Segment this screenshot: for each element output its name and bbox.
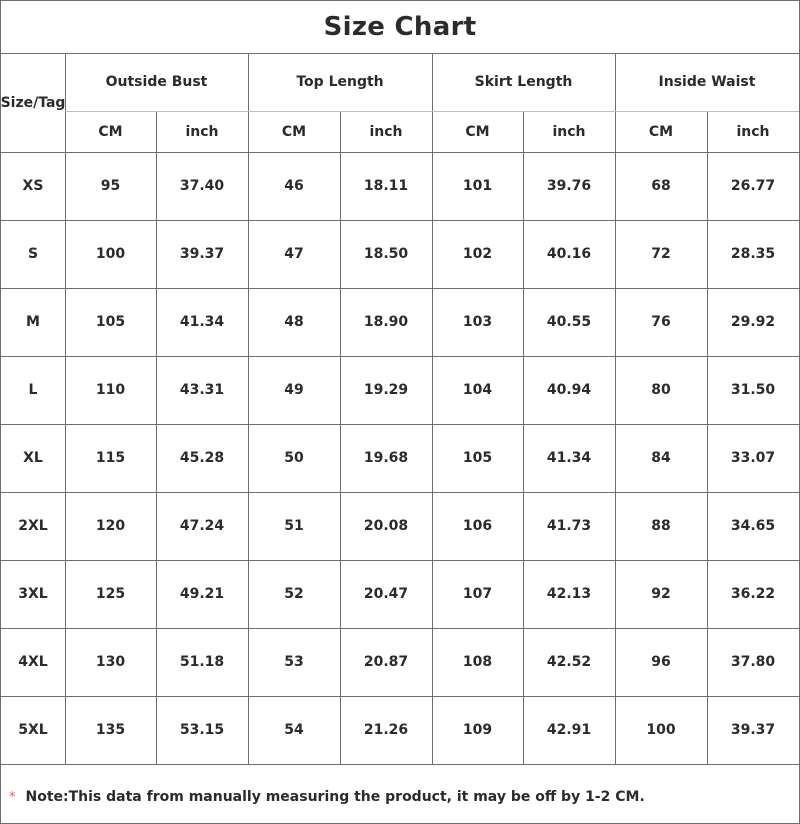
table-cell: 20.87 xyxy=(363,654,409,670)
table-cell: 48 xyxy=(284,314,304,330)
row-size-label: L xyxy=(28,382,38,398)
row-size-label: S xyxy=(27,246,39,262)
table-cell: 28.35 xyxy=(730,246,776,262)
table-cell: 72 xyxy=(651,246,671,262)
row-size-label: 5XL xyxy=(18,722,48,738)
grid-hline xyxy=(1,288,799,289)
grid-hline xyxy=(1,696,799,697)
table-cell: 40.94 xyxy=(546,382,592,398)
grid-hline xyxy=(1,628,799,629)
table-cell: 19.68 xyxy=(363,450,409,466)
table-cell: 26.77 xyxy=(730,178,776,194)
grid-vline xyxy=(432,53,433,764)
table-cell: 100 xyxy=(646,722,676,738)
grid-hline xyxy=(1,152,799,153)
table-cell: 102 xyxy=(462,246,493,262)
table-cell: 19.29 xyxy=(363,382,409,398)
table-cell: 41.34 xyxy=(179,314,225,330)
table-cell: 39.37 xyxy=(179,246,225,262)
table-cell: 109 xyxy=(462,722,493,738)
table-cell: 80 xyxy=(651,382,671,398)
row-size-label: 3XL xyxy=(18,586,48,602)
table-cell: 42.13 xyxy=(546,586,592,602)
table-cell: 51 xyxy=(284,518,304,534)
table-cell: 120 xyxy=(95,518,126,534)
table-cell: 51.18 xyxy=(179,654,225,670)
table-cell: 21.26 xyxy=(363,722,409,738)
table-cell: 95 xyxy=(100,178,121,194)
grid-vline xyxy=(707,111,708,764)
grid-hline xyxy=(1,220,799,221)
table-cell: 53.15 xyxy=(179,722,225,738)
note-text: Note:This data from manually measuring the product, it may be off by 1-2 CM. xyxy=(25,789,645,805)
table-cell: 43.31 xyxy=(179,382,225,398)
table-cell: 20.47 xyxy=(363,586,409,602)
table-cell: 92 xyxy=(651,586,671,602)
table-cell: 49 xyxy=(284,382,304,398)
table-cell: 105 xyxy=(462,450,493,466)
table-cell: 108 xyxy=(462,654,493,670)
grid-hline xyxy=(65,111,799,112)
grid-vline xyxy=(65,53,66,764)
table-cell: 36.22 xyxy=(730,586,776,602)
grid-vline xyxy=(156,111,157,764)
table-cell: 130 xyxy=(95,654,126,670)
grid-hline xyxy=(1,560,799,561)
row-size-label: XL xyxy=(23,450,43,466)
row-size-label: M xyxy=(26,314,40,330)
table-cell: 76 xyxy=(651,314,671,330)
grid-hline xyxy=(1,424,799,425)
table-cell: 34.65 xyxy=(730,518,776,534)
table-cell: 107 xyxy=(462,586,493,602)
size-tag-header: Size/Tag xyxy=(0,94,66,111)
table-cell: 52 xyxy=(284,586,304,602)
grid-vline xyxy=(615,53,616,764)
table-cell: 105 xyxy=(95,314,126,330)
unit-header: CM xyxy=(648,123,674,140)
table-cell: 42.52 xyxy=(546,654,592,670)
table-cell: 106 xyxy=(462,518,493,534)
table-cell: 18.11 xyxy=(363,178,409,194)
table-cell: 40.55 xyxy=(546,314,592,330)
table-cell: 47 xyxy=(284,246,304,262)
table-cell: 88 xyxy=(651,518,671,534)
table-cell: 49.21 xyxy=(179,586,225,602)
table-cell: 39.76 xyxy=(546,178,592,194)
table-cell: 33.07 xyxy=(730,450,776,466)
table-cell: 135 xyxy=(95,722,126,738)
grid-hline xyxy=(1,764,799,765)
grid-vline xyxy=(523,111,524,764)
group-header: Top Length xyxy=(296,74,384,90)
table-cell: 68 xyxy=(651,178,671,194)
unit-header: inch xyxy=(185,123,219,140)
table-cell: 47.24 xyxy=(179,518,225,534)
table-cell: 40.16 xyxy=(546,246,592,262)
unit-header: CM xyxy=(98,123,123,140)
grid-vline xyxy=(340,111,341,764)
table-cell: 41.34 xyxy=(546,450,592,466)
table-cell: 104 xyxy=(462,382,493,398)
group-header: Inside Waist xyxy=(658,74,756,90)
row-size-label: 4XL xyxy=(18,654,48,670)
table-cell: 46 xyxy=(284,178,304,194)
table-cell: 31.50 xyxy=(730,382,776,398)
table-cell: 53 xyxy=(284,654,304,670)
table-cell: 45.28 xyxy=(179,450,225,466)
unit-header: inch xyxy=(552,123,586,140)
unit-header: inch xyxy=(369,123,403,140)
note-asterisk: * xyxy=(9,789,16,805)
unit-header: CM xyxy=(465,123,490,140)
table-cell: 103 xyxy=(462,314,493,330)
grid-hline xyxy=(1,356,799,357)
table-cell: 42.91 xyxy=(546,722,592,738)
table-cell: 18.90 xyxy=(363,314,409,330)
table-cell: 37.80 xyxy=(730,654,776,670)
table-cell: 18.50 xyxy=(363,246,409,262)
table-cell: 96 xyxy=(651,654,671,670)
table-cell: 37.40 xyxy=(179,178,225,194)
chart-title: Size Chart xyxy=(1,1,799,54)
row-size-label: 2XL xyxy=(18,518,48,534)
unit-header: inch xyxy=(736,123,770,140)
table-cell: 110 xyxy=(95,382,126,398)
row-size-label: XS xyxy=(22,178,44,194)
table-cell: 41.73 xyxy=(546,518,592,534)
table-cell: 100 xyxy=(95,246,126,262)
table-cell: 115 xyxy=(95,450,126,466)
table-cell: 20.08 xyxy=(363,518,409,534)
grid-vline xyxy=(248,53,249,764)
unit-header: CM xyxy=(281,123,307,140)
grid-hline xyxy=(1,492,799,493)
table-cell: 84 xyxy=(651,450,671,466)
group-header: Outside Bust xyxy=(105,74,208,90)
group-header: Skirt Length xyxy=(474,74,573,90)
table-cell: 50 xyxy=(284,450,304,466)
measurement-note xyxy=(9,787,645,807)
table-cell: 101 xyxy=(462,178,493,194)
table-cell: 29.92 xyxy=(730,314,776,330)
table-cell: 125 xyxy=(95,586,126,602)
table-cell: 54 xyxy=(284,722,304,738)
table-cell: 39.37 xyxy=(730,722,776,738)
